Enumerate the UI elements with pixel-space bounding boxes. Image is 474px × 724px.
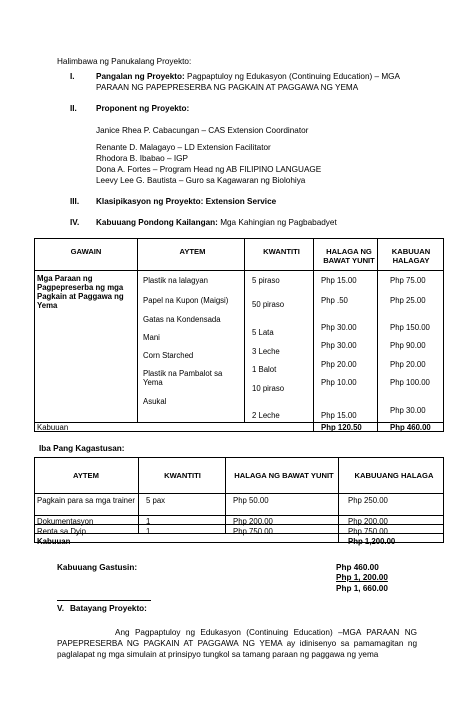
budget-total: Php 90.00 bbox=[390, 341, 426, 350]
budget-footer-unit: Php 120.50 bbox=[321, 423, 362, 432]
budget-total: Php 20.00 bbox=[390, 360, 426, 369]
section-4-label: Kabuuang Pondong Kailangan: bbox=[96, 218, 218, 227]
section-1-text1: Pagpaptuloy ng Edukasyon (Continuing Education) – MGA bbox=[187, 72, 401, 81]
budget-item: Corn Starched bbox=[143, 351, 194, 360]
other-row-unit: Php 750.00 bbox=[233, 527, 273, 536]
other-row-qty: 1 bbox=[146, 517, 151, 526]
section-4-line bbox=[96, 218, 337, 228]
budget-col-aytem: AYTEM bbox=[179, 247, 206, 256]
other-row-item: Renta sa Dyip bbox=[37, 527, 86, 536]
budget-footer-label: Kabuuan bbox=[37, 423, 69, 432]
section-1-label: Pangalan ng Proyekto: bbox=[96, 72, 185, 81]
other-footer-total: Php 1,200.00 bbox=[348, 537, 396, 546]
other-row-unit: Php 200.00 bbox=[233, 517, 273, 526]
other-row-qty: 1 bbox=[146, 527, 151, 536]
grand-total-line-3: Php 1, 660.00 bbox=[336, 584, 388, 593]
other-col-kabuuang: KABUUANG HALAGA bbox=[354, 471, 434, 480]
proponent-4: Dona A. Fortes – Program Head ng AB FILIPINO LANGUAGE bbox=[96, 165, 322, 174]
other-footer-cell bbox=[138, 534, 225, 543]
budget-unit-price: Php 15.00 bbox=[321, 276, 357, 285]
grand-total-line-1: Php 460.00 bbox=[336, 563, 379, 572]
budget-item: Asukal bbox=[143, 397, 167, 406]
proponent-2: Renante D. Malagayo – LD Extension Facilitator bbox=[96, 143, 271, 152]
other-col-aytem: AYTEM bbox=[73, 471, 99, 480]
other-row-total: Php 200.00 bbox=[348, 517, 388, 526]
grand-total-label: Kabuuang Gastusin: bbox=[57, 563, 138, 572]
section-2-label: Proponent ng Proyekto: bbox=[96, 104, 190, 113]
separator-line bbox=[57, 600, 151, 601]
budget-qty: 10 piraso bbox=[252, 384, 285, 393]
budget-item: Gatas na Kondensada bbox=[143, 315, 221, 324]
grand-total-line-2: Php 1, 200.00 bbox=[336, 573, 388, 582]
budget-total: Php 150.00 bbox=[390, 323, 430, 332]
budget-total: Php 75.00 bbox=[390, 276, 426, 285]
budget-footer-cell bbox=[138, 423, 244, 432]
budget-unit-price: Php 10.00 bbox=[321, 378, 357, 387]
section-1-line2: PARAAN NG PAPEPRESERBA NG PAGKAIN AT PAGGAWA NG YEMA bbox=[96, 83, 359, 92]
proponent-5: Leevy Lee G. Bautista – Guro sa Kagawaran ng Biolohiya bbox=[96, 176, 306, 185]
budget-item: Mani bbox=[143, 333, 160, 342]
section-5-number: V. bbox=[57, 604, 64, 613]
budget-item: Plastik na Pambalot sa Yema bbox=[143, 369, 223, 387]
budget-col-halaga: HALAGA NG BAWAT YUNIT bbox=[323, 247, 375, 265]
section-1-number: I. bbox=[70, 72, 75, 81]
budget-unit-price: Php 30.00 bbox=[321, 323, 357, 332]
section-4-number: IV. bbox=[70, 218, 80, 227]
budget-unit-price: Php 20.00 bbox=[321, 360, 357, 369]
section-3-label: Klasipikasyon ng Proyekto: Extension Service bbox=[96, 197, 277, 206]
other-footer-label: Kabuuan bbox=[37, 537, 71, 546]
other-row-total: Php 750.00 bbox=[348, 527, 388, 536]
section-3-number: III. bbox=[70, 197, 80, 206]
budget-unit-price: Php 30.00 bbox=[321, 341, 357, 350]
budget-qty: 2 Leche bbox=[252, 411, 280, 420]
budget-total: Php 25.00 bbox=[390, 296, 426, 305]
other-row-item: Dokumentasyon bbox=[37, 517, 94, 526]
other-col-halaga: HALAGA NG BAWAT YUNIT bbox=[234, 471, 334, 480]
budget-footer-total: Php 460.00 bbox=[390, 423, 431, 432]
budget-col-gawain: GAWAIN bbox=[70, 247, 102, 256]
other-row-total: Php 250.00 bbox=[348, 496, 388, 505]
budget-item: Plastik na lalagyan bbox=[143, 276, 209, 285]
section-2-number: II. bbox=[70, 104, 77, 113]
other-row-item: Pagkain para sa mga trainer bbox=[37, 496, 135, 505]
budget-qty: 50 piraso bbox=[252, 300, 285, 309]
other-body-cell bbox=[138, 516, 225, 525]
section-5-label: Batayang Proyekto: bbox=[70, 604, 147, 613]
body-paragraph: Ang Pagpaptuloy ng Edukasyon (Continuing Education) –MGA PARAAN NG PAPEPRESERBA NG PAGKAIN AT PAGGAWA NG YEMA ay idinisenyo sa pamamagitan ng paglalapat ng mga simulain at prinsipyo tungkol sa tamang paraan ng paggawa ng yema bbox=[57, 628, 417, 659]
budget-total: Php 100.00 bbox=[390, 378, 430, 387]
budget-item: Papel na Kupon (Maigsi) bbox=[143, 296, 229, 305]
intro-text: Halimbawa ng Panukalang Proyekto: bbox=[57, 57, 192, 66]
budget-table bbox=[34, 238, 444, 432]
other-expenses-heading: Iba Pang Kagastusan: bbox=[39, 444, 125, 453]
proponent-1: Janice Rhea P. Cabacungan – CAS Extension Coordinator bbox=[96, 126, 309, 135]
other-body-cell bbox=[138, 525, 225, 534]
budget-gawain-text: Mga Paraan ng Pagpepreserba ng mga Pagkain at Paggawa ng Yema bbox=[37, 274, 124, 310]
budget-qty: 1 Balot bbox=[252, 365, 277, 374]
other-row-unit: Php 50.00 bbox=[233, 496, 269, 505]
budget-qty: 3 Leche bbox=[252, 347, 280, 356]
budget-total: Php 30.00 bbox=[390, 406, 426, 415]
budget-qty: 5 piraso bbox=[252, 276, 280, 285]
budget-unit-price: Php 15.00 bbox=[321, 411, 357, 420]
budget-col-kwantiti: KWANTITI bbox=[263, 247, 300, 256]
budget-footer-cell bbox=[244, 423, 313, 432]
budget-qty: 5 Lata bbox=[252, 328, 274, 337]
proponent-3: Rhodora B. Ibabao – IGP bbox=[96, 154, 188, 163]
other-col-kwantiti: KWANTITI bbox=[164, 471, 201, 480]
budget-col-kabuuan: KABUUAN HALAGAY bbox=[391, 247, 431, 265]
section-4-text: Mga Kahingian ng Pagbabadyet bbox=[220, 218, 337, 227]
section-1-line1 bbox=[96, 72, 400, 82]
budget-unit-price: Php .50 bbox=[321, 296, 348, 305]
other-row-qty: 5 pax bbox=[146, 496, 166, 505]
